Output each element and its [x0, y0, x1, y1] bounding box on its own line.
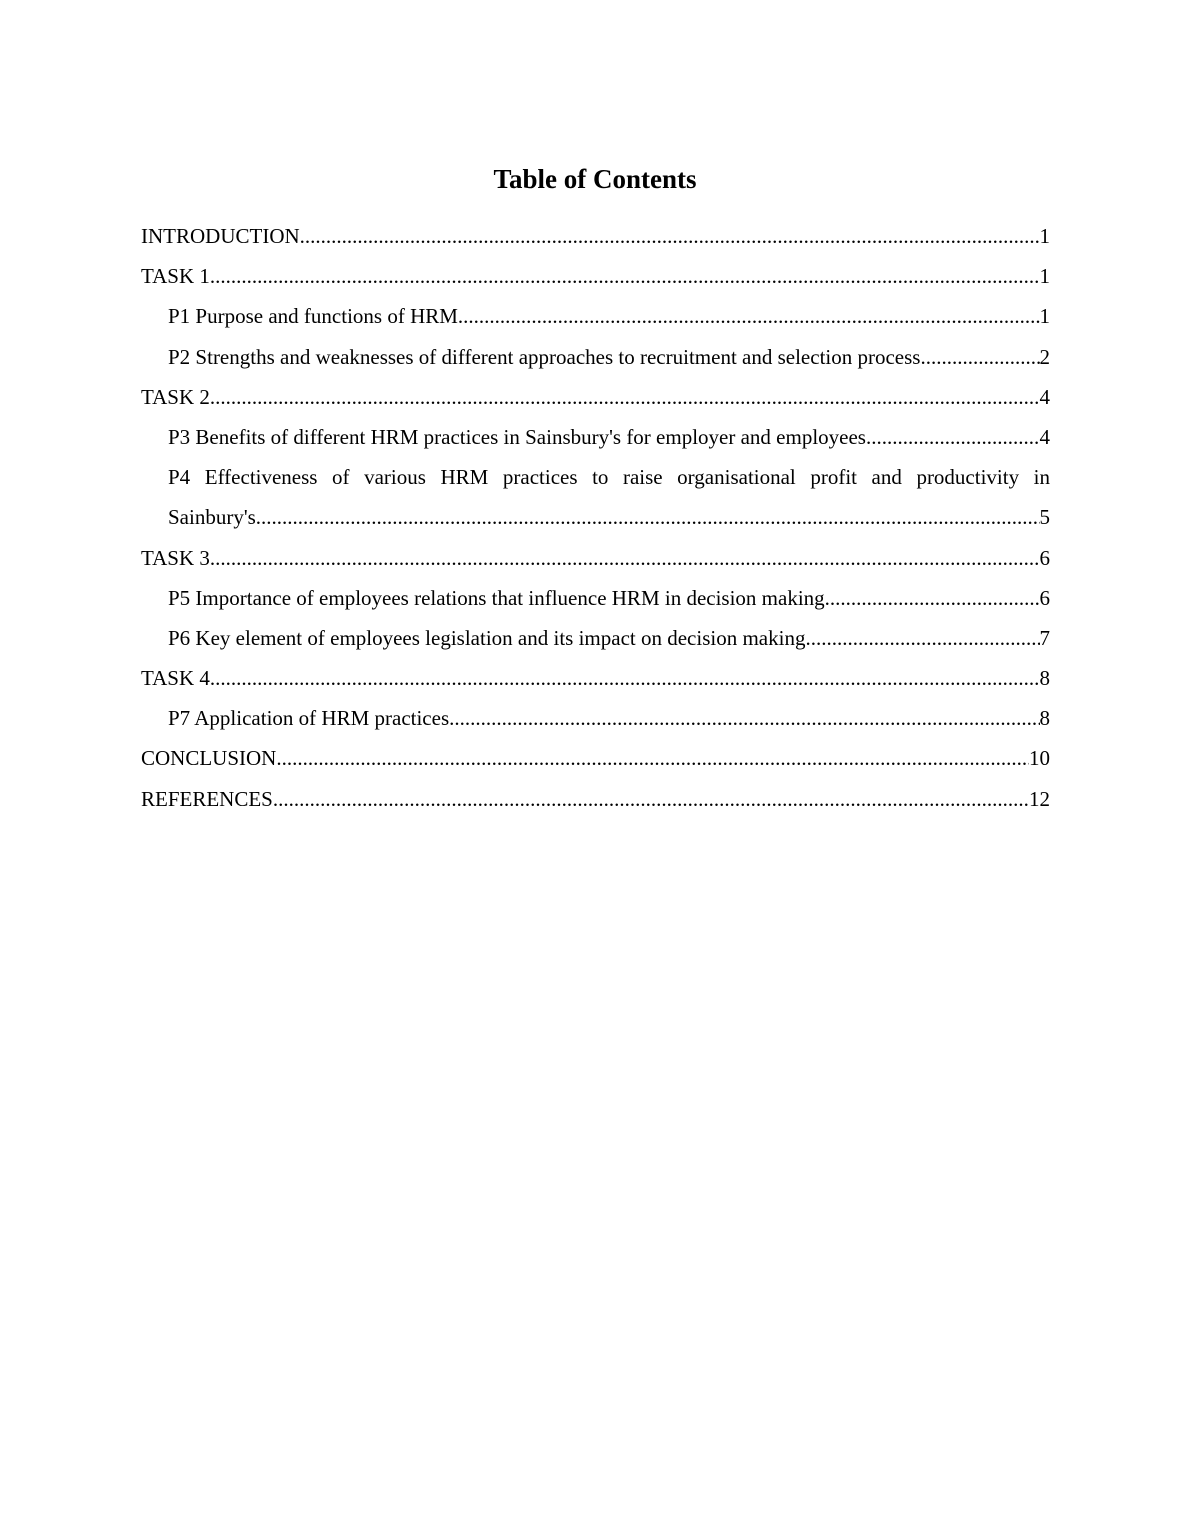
toc-entry-page: 4	[1039, 384, 1050, 409]
toc-entry-page: 1	[1039, 304, 1050, 329]
toc-entry-page: 6	[1039, 585, 1050, 610]
toc-entry-label: P1 Purpose and functions of HRM	[168, 304, 458, 329]
toc-entry-label: INTRODUCTION	[141, 224, 300, 248]
toc-entry-label: REFERENCES	[141, 786, 273, 811]
toc-entry-label: P2 Strengths and weaknesses of different approaches to recruitment and selection process	[168, 344, 921, 369]
dot-leader	[920, 337, 1039, 377]
toc-entry-task-2[interactable]	[141, 377, 1050, 417]
toc-entry-label-line-1: P4 Effectiveness of various HRM practices to raise organisational profit and productivity in	[168, 465, 1050, 490]
toc-entry-label: CONCLUSION	[141, 746, 277, 771]
toc-entry-label: P7 Application of HRM practices	[168, 706, 450, 731]
toc-entry-page: 4	[1039, 424, 1050, 449]
dot-leader	[210, 377, 1040, 417]
toc-entry-page: 1	[1039, 264, 1050, 289]
toc-entry-label: TASK 1	[141, 264, 210, 289]
toc-entry-task-4[interactable]	[141, 658, 1050, 698]
toc-entry-label: TASK 4	[141, 666, 210, 691]
dot-leader	[449, 698, 1039, 738]
dot-leader	[276, 738, 1029, 778]
toc-entry-task-3[interactable]	[141, 538, 1050, 578]
toc-entry-label: P6 Key element of employees legislation and its impact on decision making	[168, 625, 806, 650]
toc-entry-label: TASK 2	[141, 384, 210, 409]
toc-entry-p1[interactable]	[141, 296, 1050, 336]
toc-entry-page: 1	[1039, 224, 1050, 248]
toc-entry-p4[interactable]	[141, 457, 1050, 537]
toc-entry-page: 8	[1039, 666, 1050, 691]
toc-entry-page: 6	[1039, 545, 1050, 570]
toc-entry-label: TASK 3	[141, 545, 210, 570]
dot-leader	[210, 538, 1040, 578]
toc-entry-conclusion[interactable]	[141, 738, 1050, 778]
toc-entry-p5[interactable]	[141, 578, 1050, 618]
toc-title: Table of Contents	[493, 164, 697, 194]
toc-entry-page: 12	[1029, 786, 1050, 811]
dot-leader	[825, 578, 1040, 618]
toc-entry-label-line-2: Sainbury's	[168, 505, 256, 530]
dot-leader	[866, 417, 1040, 457]
toc-entry-page: 8	[1039, 706, 1050, 731]
dot-leader	[210, 658, 1040, 698]
toc-entry-page: 10	[1029, 746, 1050, 771]
toc-entry-task-1[interactable]	[141, 256, 1050, 296]
toc-entry-label: P5 Importance of employees relations that influence HRM in decision making	[168, 585, 825, 610]
toc-entry-page: 5	[1039, 505, 1050, 530]
dot-leader	[210, 256, 1040, 296]
dot-leader	[256, 497, 1040, 537]
toc-entry-line-2	[168, 497, 1050, 537]
toc-entry-p6[interactable]	[141, 618, 1050, 658]
toc-entry-p3[interactable]	[141, 417, 1050, 457]
toc-entry-p7[interactable]	[141, 698, 1050, 738]
toc-entry-references[interactable]	[141, 779, 1050, 819]
table-of-contents	[141, 216, 1050, 819]
dot-leader	[458, 296, 1040, 336]
toc-entry-p2[interactable]	[141, 337, 1050, 377]
toc-entry-introduction[interactable]	[141, 216, 1050, 256]
dot-leader	[300, 216, 1040, 256]
dot-leader	[273, 779, 1029, 819]
toc-entry-page: 7	[1039, 625, 1050, 650]
toc-entry-label: P3 Benefits of different HRM practices in Sainsbury's for employer and employees	[168, 424, 866, 449]
dot-leader	[805, 618, 1039, 658]
toc-entry-page: 2	[1039, 344, 1050, 369]
